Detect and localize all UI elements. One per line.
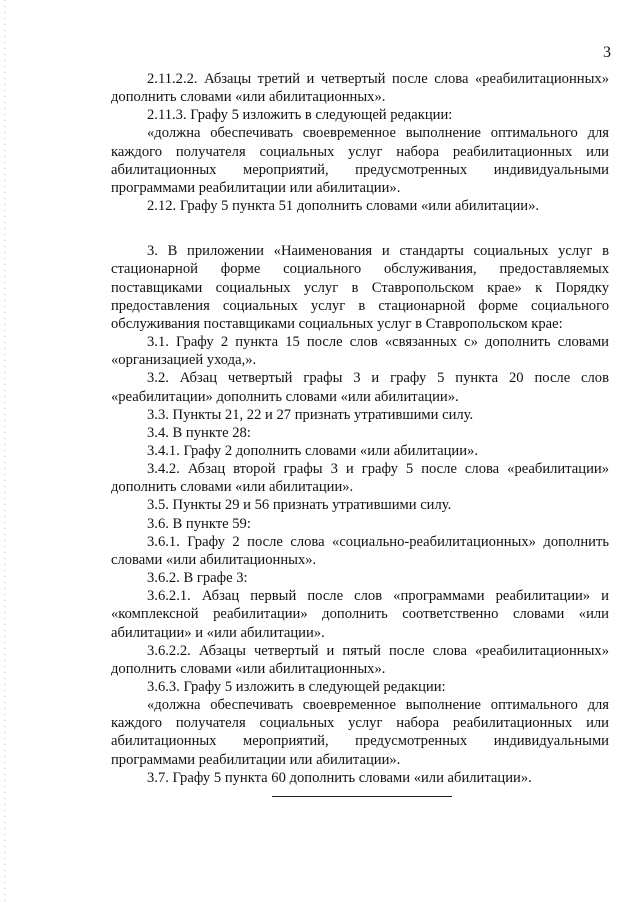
paragraph-quote-2: «должна обеспечивать своевременное выполнение оптимального для каждого получателя социальных услуг набора реабилитационных или абилитационных мероприятий, предусмотренных индивидуальными программами реабилитации или абилитации».: [111, 697, 609, 768]
paragraph-quote-1: «должна обеспечивать своевременное выполнение оптимального для каждого получателя социальных услуг набора реабилитационных или абилитационных мероприятий, предусмотренных индивидуальными программами реабилитации или абилитации».: [111, 125, 609, 196]
paragraph-3-6-2-1: 3.6.2.1. Абзац первый после слов «программами реабилитации» и «комплексной реабилитации» дополнить соответственно словами «или абилитации» и «или абилитации».: [111, 588, 609, 641]
paragraph-3-6: 3.6. В пункте 59:: [147, 515, 251, 532]
paragraph-3-5: 3.5. Пункты 29 и 56 признать утратившими силу.: [147, 497, 452, 514]
paragraph-3-6-2: 3.6.2. В графе 3:: [147, 570, 248, 587]
paragraph-3-6-1: 3.6.1. Графу 2 после слова «социально-реабилитационных» дополнить словами «или абилитационных».: [111, 533, 609, 568]
paragraph-2-11-3: 2.11.3. Графу 5 изложить в следующей редакции:: [147, 107, 453, 124]
paragraph-3-3: 3.3. Пункты 21, 22 и 27 признать утратившими силу.: [147, 406, 474, 423]
paragraph-3-4: 3.4. В пункте 28:: [147, 424, 251, 441]
paragraph-3-6-3: 3.6.3. Графу 5 изложить в следующей редакции:: [147, 679, 446, 695]
document-body: [111, 70, 609, 787]
closing-rule: [272, 796, 452, 797]
paragraph-2-12: 2.12. Графу 5 пункта 51 дополнить словами «или абилитации».: [147, 198, 540, 215]
paragraph-3-4-2: 3.4.2. Абзац второй графы 3 и графу 5 после слова «реабилитации» дополнить словами «или абилитации».: [111, 461, 609, 496]
paragraph-3-2: 3.2. Абзац четвертый графы 3 и графу 5 пункта 20 после слов «реабилитации» дополнить словами «или абилитации».: [111, 370, 609, 405]
paragraph-2-11-2-2: 2.11.2.2. Абзацы третий и четвертый после слова «реабилитационных» дополнить словами «или абилитационных».: [111, 71, 609, 106]
paragraph-3: 3. В приложении «Наименования и стандарты социальных услуг в стационарной форме социального обслуживания, предоставляемых поставщиками социальных услуг в Ставропольском крае» к Порядку предоставления социальных услуг в стационарной форме социального обслуживания поставщиками социальных услуг в Ставропольском крае:: [111, 243, 609, 332]
page-number: 3: [603, 44, 611, 61]
paragraph-3-6-2-2: 3.6.2.2. Абзацы четвертый и пятый после слова «реабилитационных» дополнить словами «или абилитационных».: [111, 642, 609, 677]
paragraph-3-4-1: 3.4.1. Графу 2 дополнить словами «или абилитации».: [147, 442, 478, 459]
scan-edge-marks: [4, 0, 6, 905]
paragraph-3-1: 3.1. Графу 2 пункта 15 после слов «связанных с» дополнить словами «организацией ухода,».: [111, 334, 609, 369]
paragraph-3-7: 3.7. Графу 5 пункта 60 дополнить словами «или абилитации».: [147, 769, 532, 786]
